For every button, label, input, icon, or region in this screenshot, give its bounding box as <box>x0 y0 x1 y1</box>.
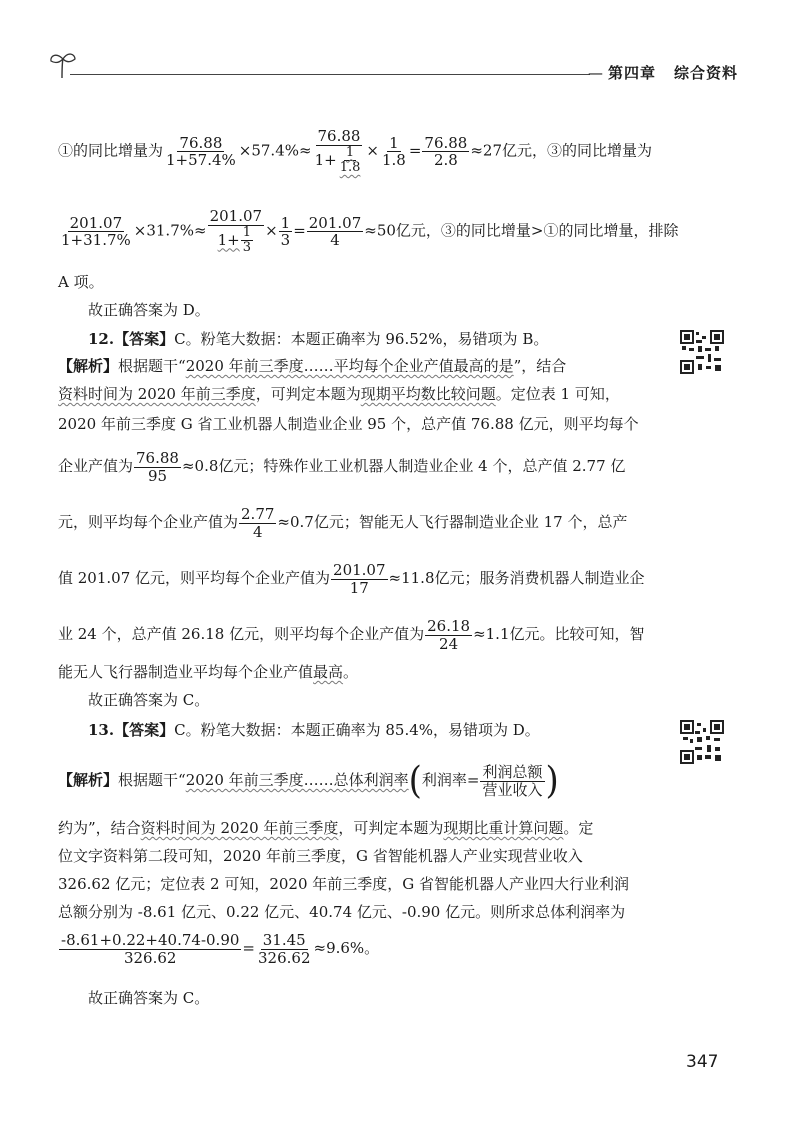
answer-line: 故正确答案为 C。 <box>88 691 210 709</box>
text-line: A 项。 <box>58 273 104 291</box>
text-line: 企业产值为 $\frac{76.88}{95}$ ≈0.8亿元；特殊作业工业机器人制造业企业 4 个，总产值 2.77 亿 <box>58 449 626 485</box>
fraction: $\frac{76.88}{1+57.4\%}$ <box>166 133 236 170</box>
running-header: — 第四章 综合资料 <box>588 64 739 82</box>
fraction: $\frac{76.88}{95}$ <box>136 449 179 485</box>
fraction: $\frac{76.88}{2.8}$ <box>424 133 468 170</box>
header-rule <box>70 74 590 75</box>
section-label: 综合资料 <box>674 64 739 82</box>
chapter-label: 第四章 <box>608 64 657 82</box>
fraction: $\frac{201.07}{1+31.7\%}$ <box>61 213 131 250</box>
text-line: 【解析】根据题干“2020 年前三季度……总体利润率(利润率= $\frac{\text{利润总额}}{\text{营业收入}}$ ) <box>58 759 559 803</box>
calc-line-2: $\frac{201.07}{1+31.7\%}$ ×31.7%≈ 201.07 1+ $\frac{1}{3}$ × $\frac{1}{3}$ = $\frac{201.07}{4}$ ≈50亿元，③的同比增量>①的同比增量，排除 <box>61 207 679 255</box>
text-line: 326.62 亿元；定位表 2 可知，2020 年前三季度，G 省智能机器人产业四大行业利润 <box>58 875 630 893</box>
answer-line: 故正确答案为 C。 <box>88 989 210 1007</box>
text-line: 2020 年前三季度 G 省工业机器人制造业企业 95 个，总产值 76.88 亿元，则平均每个 <box>58 415 639 433</box>
fraction: $\frac{2.77}{4}$ <box>241 505 275 541</box>
fraction: 201.07 1+ $\frac{1}{3}$ <box>209 207 263 255</box>
answer-line: 故正确答案为 D。 <box>88 301 210 319</box>
text-line: 约为”，结合资料时间为 2020 年前三季度，可判定本题为现期比重计算问题。定 <box>58 819 594 837</box>
fraction: $\frac{26.18}{24}$ <box>427 617 471 653</box>
fraction: $\frac{1}{3}$ <box>280 213 291 250</box>
text-line: 值 201.07 亿元，则平均每个企业产值为 $\frac{201.07}{17}$ ≈11.8亿元；服务消费机器人制造业企 <box>58 561 645 597</box>
text-line: 资料时间为 2020 年前三季度，可判定本题为现期平均数比较问题。定位表 1 可知， <box>58 385 620 403</box>
text-line: 业 24 个，总产值 26.18 亿元，则平均每个企业产值为 $\frac{26.18}{24}$ ≈1.1亿元。比较可知，智 <box>58 617 645 653</box>
fraction: $\frac{201.07}{17}$ <box>333 561 386 597</box>
fraction: $\frac{\text{利润总额}}{\text{营业收入}}$ <box>482 763 543 799</box>
qr-code-icon <box>680 330 724 374</box>
text-line: 位文字资料第二段可知，2020 年前三季度，G 省智能机器人产业实现营业收入 <box>58 847 583 865</box>
fraction: $\frac{-8.61+0.22+40.74-0.90}{326.62}$ <box>61 931 240 967</box>
answer-header-12: 12.【答案】C。粉笔大数据：本题正确率为 96.52%，易错项为 B。 <box>88 330 549 348</box>
page-number: 347 <box>686 1052 719 1072</box>
leaf-logo-icon <box>48 48 78 82</box>
text-line: 总额分别为 -8.61 亿元、0.22 亿元、40.74 亿元、-0.90 亿元。则所求总体利润率为 <box>58 903 626 921</box>
text-line: 元，则平均每个企业产值为 $\frac{2.77}{4}$ ≈0.7亿元；智能无人飞行器制造业企业 17 个，总产 <box>58 505 628 541</box>
qr-code-icon <box>680 720 724 764</box>
answer-header-13: 13.【答案】C。粉笔大数据：本题正确率为 85.4%，易错项为 D。 <box>88 721 540 739</box>
text-line: 【解析】根据题干“2020 年前三季度……平均每个企业产值最高的是”，结合 <box>58 357 567 375</box>
fraction: 76.88 1+ $\frac{1}{1.8}$ <box>314 127 361 175</box>
fraction: $\frac{31.45}{326.62}$ <box>258 931 311 967</box>
fraction: $\frac{201.07}{4}$ <box>308 213 362 250</box>
fraction: $\frac{1}{1.8}$ <box>381 133 406 170</box>
text-line: $\frac{-8.61+0.22+40.74-0.90}{326.62}$ = $\frac{31.45}{326.62}$ ≈9.6%。 <box>61 931 380 967</box>
calc-line-1: ①的同比增量为 $\frac{76.88}{1+57.4\%}$ ×57.4%≈ 76.88 1+ $\frac{1}{1.8}$ × $\frac{1}{1.8}$ = $\frac{76.88}{2.8}$ ≈27亿元，③的同比增量为 <box>58 127 653 175</box>
text-line: 能无人飞行器制造业平均每个企业产值最高。 <box>58 663 359 681</box>
